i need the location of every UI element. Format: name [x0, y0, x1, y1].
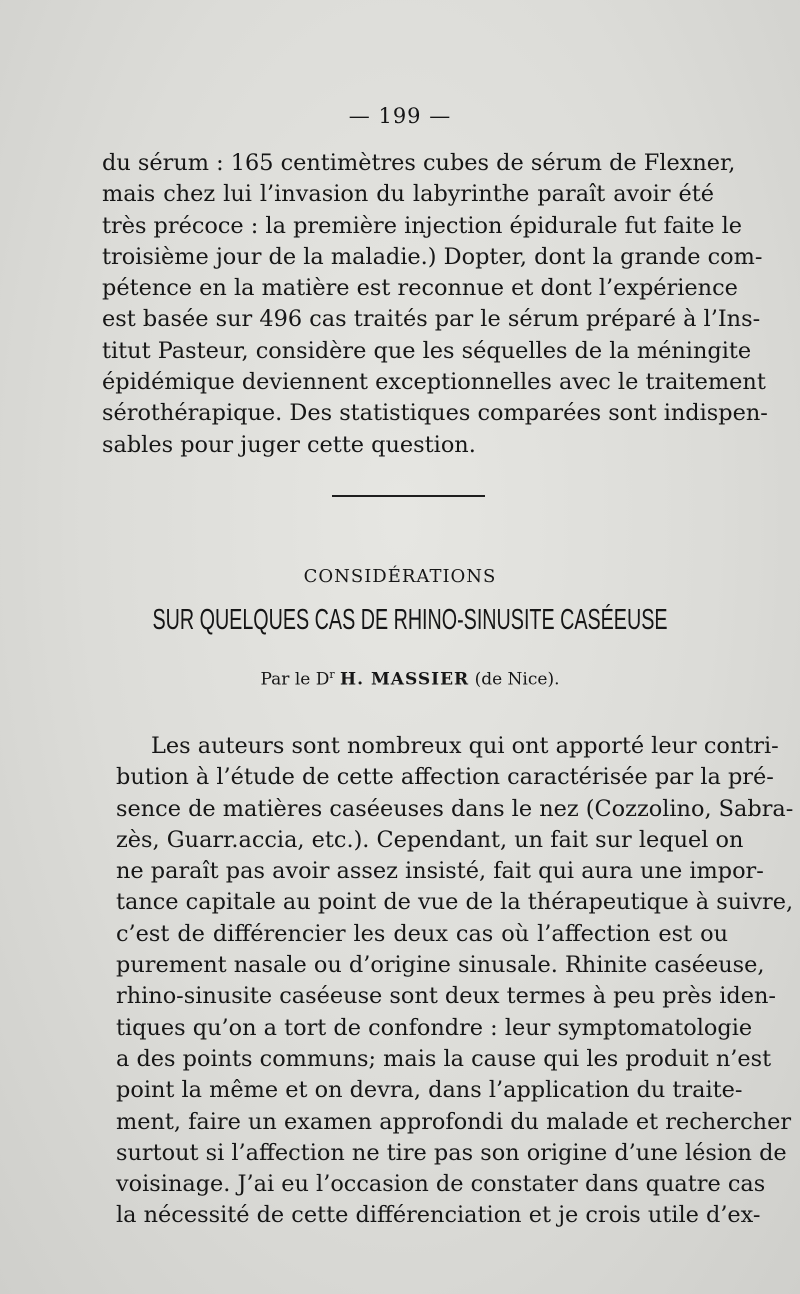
- text-line: mais chez lui l’invasion du labyrinthe paraît avoir été: [102, 181, 714, 208]
- text-line: la nécessité de cette différenciation et je crois utile d’ex-: [116, 1202, 761, 1229]
- text-line: épidémique deviennent exceptionnelles avec le traitement: [102, 369, 766, 396]
- text-line: bution à l’étude de cette affection caractérisée par la pré-: [116, 764, 774, 791]
- author-name: H. MASSIER: [340, 669, 470, 690]
- text-line: point la même et on devra, dans l’application du traite-: [116, 1077, 743, 1104]
- text-line: purement nasale ou d’origine sinusale. Rhinite caséeuse,: [116, 952, 765, 979]
- section-heading: CONSIDÉRATIONS: [303, 566, 497, 587]
- paragraph-2: [116, 731, 794, 1232]
- article-title: SUR QUELQUES CAS DE RHINO-SINUSITE CASÉEUSE: [152, 604, 668, 636]
- text-line: zès, Guarr.accia, etc.). Cependant, un fait sur lequel on: [116, 826, 744, 853]
- text-line: du sérum : 165 centimètres cubes de sérum de Flexner,: [102, 150, 736, 176]
- section-separator-rule: [332, 495, 485, 497]
- text-line: troisième jour de la maladie.) Dopter, dont la grande com-: [102, 243, 763, 270]
- byline-prefix: Par le D: [260, 669, 330, 690]
- byline-prefix-superscript: r: [329, 668, 335, 681]
- text-line: ment, faire un examen approfondi du malade et rechercher: [116, 1108, 792, 1135]
- text-line: tance capitale au point de vue de la thérapeutique à suivre,: [116, 889, 794, 916]
- text-line: surtout si l’affection ne tire pas son origine d’une lésion de: [116, 1139, 787, 1166]
- text-line: sence de matières caséeuses dans le nez (Cozzolino, Sabra-: [116, 795, 794, 822]
- text-line: pétence en la matière est reconnue et dont l’expérience: [102, 275, 738, 302]
- page-number: — 199 —: [348, 104, 452, 128]
- text-line: est basée sur 496 cas traités par le sérum préparé à l’Ins-: [102, 306, 761, 333]
- text-line: a des points communs; mais la cause qui les produit n’est: [116, 1045, 772, 1072]
- byline: [0, 668, 800, 690]
- text-line: titut Pasteur, considère que les séquelles de la méningite: [102, 337, 752, 364]
- text-line: très précoce : la première injection épidurale fut faite le: [102, 212, 743, 239]
- text-line: Les auteurs sont nombreux qui ont apporté leur contri-: [151, 733, 779, 759]
- text-line: tiques qu’on a tort de confondre : leur symptomatologie: [116, 1014, 753, 1041]
- text-line: voisinage. J’ai eu l’occasion de constater dans quatre cas: [116, 1171, 766, 1198]
- text-line: ne paraît pas avoir assez insisté, fait qui aura une impor-: [116, 858, 764, 885]
- author-location: (de Nice).: [474, 669, 560, 690]
- text-line: rhino-sinusite caséeuse sont deux termes à peu près iden-: [116, 983, 776, 1010]
- text-line: sérothérapique. Des statistiques comparées sont indispen-: [102, 400, 768, 427]
- text-line: c’est de différencier les deux cas où l’affection est ou: [116, 920, 728, 947]
- text-line: sables pour juger cette question.: [102, 431, 476, 458]
- paragraph-1: [102, 148, 768, 461]
